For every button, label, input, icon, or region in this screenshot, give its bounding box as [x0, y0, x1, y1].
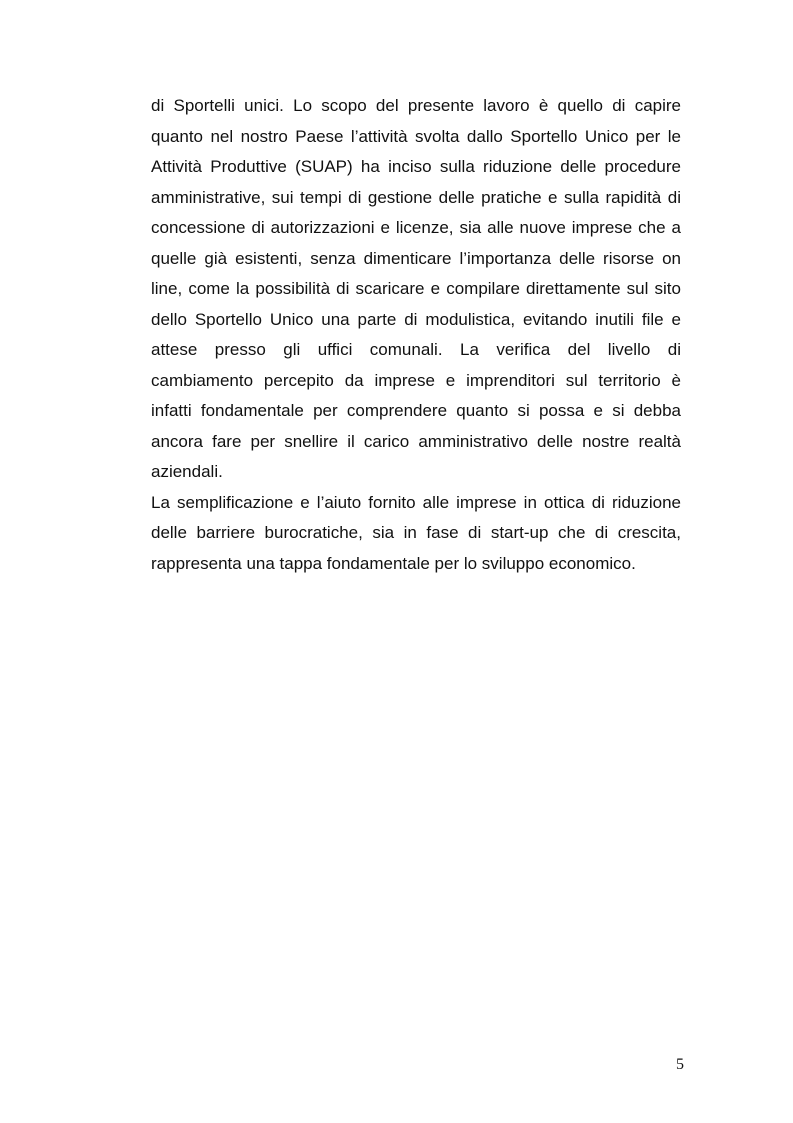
- text-line: infatti fondamentale per comprendere quanto si possa e si debba: [151, 401, 681, 420]
- text-line: quelle già esistenti, senza dimenticare l’importanza delle risorse on: [151, 248, 681, 268]
- body-text: [151, 91, 681, 579]
- text-line: La semplificazione e l’aiuto fornito alle imprese in ottica di riduzione: [151, 492, 681, 512]
- text-line: quanto nel nostro Paese l’attività svolta dallo Sportello Unico per le: [151, 126, 681, 146]
- text-line: delle barriere burocratiche, sia in fase di start-up che di crescita,: [151, 523, 681, 542]
- text-line-paragraph-end: rappresenta una tappa fondamentale per lo sviluppo economico.: [151, 553, 636, 573]
- text-line: ancora fare per snellire il carico amministrativo delle nostre realtà: [151, 431, 681, 451]
- text-line-paragraph-end: aziendali.: [151, 462, 223, 481]
- text-line: Attività Produttive (SUAP) ha inciso sulla riduzione delle procedure: [151, 157, 681, 176]
- text-line: cambiamento percepito da imprese e imprenditori sul territorio è: [151, 370, 681, 390]
- text-line: di Sportelli unici. Lo scopo del presente lavoro è quello di capire: [151, 96, 681, 115]
- text-line: line, come la possibilità di scaricare e compilare direttamente sul sito: [151, 279, 681, 298]
- text-line: dello Sportello Unico una parte di modulistica, evitando inutili file e: [151, 309, 681, 329]
- text-line: concessione di autorizzazioni e licenze, sia alle nuove imprese che a: [151, 218, 681, 237]
- text-line: amministrative, sui tempi di gestione delle pratiche e sulla rapidità di: [151, 187, 681, 207]
- page-number: 5: [676, 1056, 684, 1073]
- text-line: attese presso gli uffici comunali. La verifica del livello di: [151, 340, 681, 359]
